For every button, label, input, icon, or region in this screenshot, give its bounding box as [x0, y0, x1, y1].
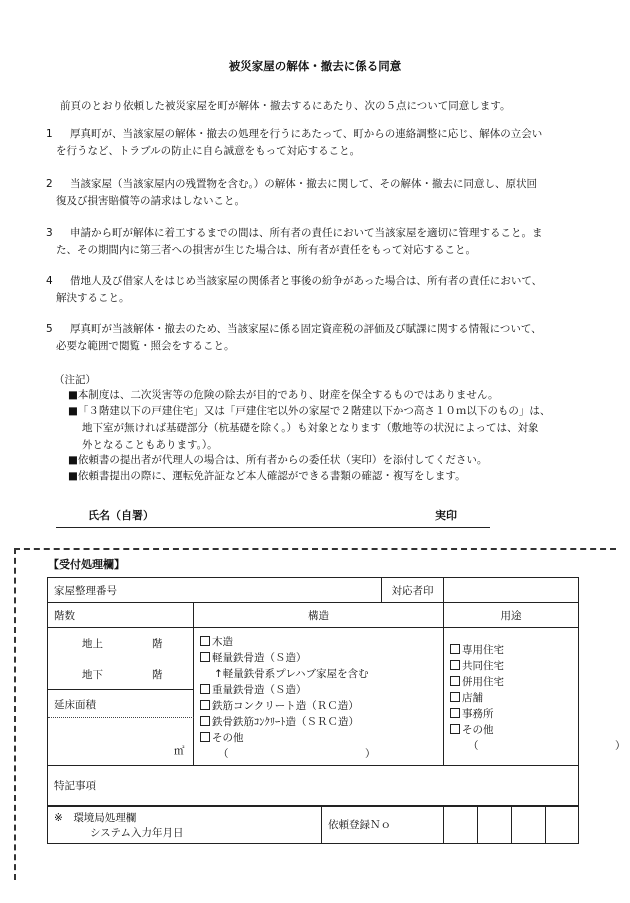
env-office-label: 環境局処理欄 [73, 811, 137, 824]
consent-item-5: 5 厚真町が当該解体・撤去のため、当該家屋に係る固定資産税の評価及び賦課に関する情報について、 必要な範囲で閲覧・照会をすること。 [46, 323, 542, 352]
usage-option-store[interactable]: 店舗 [450, 690, 572, 706]
floor-area-label: 延床面積 [54, 699, 96, 711]
checkbox-icon[interactable] [450, 676, 460, 686]
cut-line-left [14, 548, 16, 880]
structure-options [194, 628, 444, 766]
env-office-cell [48, 806, 322, 844]
checkbox-icon[interactable] [200, 716, 210, 726]
structure-option-src[interactable]: 鉄骨鉄筋ｺﾝｸﾘｰﾄ造（ＳＲＣ造） [200, 714, 437, 730]
checkbox-icon[interactable] [200, 636, 210, 646]
signature-seal-label: 実印 [435, 509, 457, 522]
structure-label: 構造 [194, 603, 444, 628]
checkbox-icon[interactable] [200, 652, 210, 662]
usage-option-other[interactable]: その他 [450, 722, 572, 738]
intro-text: 前頁のとおり依頼した被災家屋を町が解体・撤去するにあたり、次の５点について同意します。 [60, 100, 511, 112]
consent-item-3: 3 申請から町が解体に着工するまでの間は、所有者の責任において当該家屋を適切に管理すること。ま た、その期間内に第三者への損害が生じた場合は、所有者が責任をもって対応すること。 [46, 227, 543, 256]
note-4: ■依頼書提出の際に、運転免許証など本人確認ができる書類の確認・複写をします。 [68, 470, 466, 482]
structure-option-wood[interactable]: 木造 [200, 634, 437, 650]
usage-option-mixed-house[interactable]: 併用住宅 [450, 674, 572, 690]
remarks-row[interactable] [48, 766, 579, 806]
signature-name-label: 氏名（自署） [88, 509, 154, 522]
checkbox-icon[interactable] [450, 660, 460, 670]
above-floor-unit: 階 [152, 638, 163, 650]
area-unit: ㎡ [174, 745, 185, 757]
item-number: 5 [46, 323, 53, 335]
request-no-box-4[interactable] [546, 806, 579, 844]
system-date-label: システム入力年月日 [90, 826, 184, 839]
note-1: ■本制度は、二次災害等の危険の除去が目的であり、財産を保全するものではありません。 [68, 389, 499, 401]
signature-line[interactable] [56, 527, 490, 528]
usage-option-office[interactable]: 事務所 [450, 706, 572, 722]
below-floor-unit: 階 [152, 669, 163, 681]
notes-heading: （注記） [54, 374, 96, 386]
staff-seal-field[interactable] [444, 578, 579, 603]
item-number: 1 [46, 128, 53, 140]
checkbox-icon[interactable] [200, 684, 210, 694]
usage-label: 用途 [444, 603, 579, 628]
checkbox-icon[interactable] [450, 692, 460, 702]
remarks-label: 特記事項 [54, 779, 96, 792]
below-ground-label: 地下 [82, 669, 103, 681]
house-number-label: 家屋整理番号 [48, 578, 382, 603]
structure-option-rc[interactable]: 鉄筋コンクリート造（ＲＣ造） [200, 698, 437, 714]
checkbox-icon[interactable] [450, 644, 460, 654]
checkbox-icon[interactable] [450, 724, 460, 734]
item-number: 4 [46, 275, 53, 287]
checkbox-icon[interactable] [200, 700, 210, 710]
env-mark: ※ [54, 811, 63, 824]
item-number: 3 [46, 227, 53, 239]
usage-options [444, 628, 626, 766]
cut-line-top [14, 548, 616, 550]
item-number: 2 [46, 178, 53, 190]
structure-option-light-steel[interactable]: 軽量鉄骨造（Ｓ造） [200, 650, 437, 666]
request-no-box-1[interactable] [444, 806, 478, 844]
request-no-label: 依頼登録Ｎｏ [322, 806, 444, 844]
structure-option-other[interactable]: その他 [200, 730, 437, 746]
request-no-box-3[interactable] [512, 806, 546, 844]
floors-label: 階数 [48, 603, 194, 628]
usage-option-shared-house[interactable]: 共同住宅 [450, 658, 572, 674]
above-ground-label: 地上 [82, 638, 103, 650]
structure-option-heavy-steel[interactable]: 重量鉄骨造（Ｓ造） [200, 682, 437, 698]
note-3: ■依頼書の提出者が代理人の場合は、所有者からの委任状（実印）を添付してください。 [68, 454, 488, 466]
document-title: 被災家屋の解体・撤去に係る同意 [228, 59, 402, 73]
usage-option-dedicated-house[interactable]: 専用住宅 [450, 642, 572, 658]
consent-item-2: 2 当該家屋（当該家屋内の残置物を含む。）の解体・撤去に関して、その解体・撤去に同意し、原状回 復及び損害賠償等の請求はしないこと。 [46, 178, 538, 207]
usage-other-field[interactable]: （ ） [468, 740, 626, 752]
structure-other-field[interactable]: （ ） [218, 748, 376, 760]
receipt-heading: 【受付処理欄】 [48, 558, 125, 571]
staff-seal-label: 対応者印 [382, 578, 444, 603]
receipt-table [47, 577, 626, 844]
floors-area-cell [48, 628, 194, 766]
consent-item-1: 1 厚真町が、当該家屋の解体・撤去の処理を行うにあたって、町からの連絡調整に応じ、解体の立会い を行うなど、トラブルの防止に自ら誠意をもって対応すること。 [46, 128, 543, 157]
checkbox-icon[interactable] [200, 732, 210, 742]
checkbox-icon[interactable] [450, 708, 460, 718]
structure-note-prefab: ↑軽量鉄骨系プレハブ家屋を含む [214, 668, 369, 680]
consent-item-4: 4 借地人及び借家人をはじめ当該家屋の関係者と事後の紛争があった場合は、所有者の責任において、 解決すること。 [46, 275, 543, 304]
request-no-box-2[interactable] [478, 806, 512, 844]
note-2: ■「３階建以下の戸建住宅」又は「戸建住宅以外の家屋で２階建以下かつ高さ１０ｍ以下のもの」は、 地下室が無ければ基礎部分（杭基礎を除く。）も対象となります（敷地等の状況によっては、対象 外となることもあります。）。 [68, 405, 551, 451]
